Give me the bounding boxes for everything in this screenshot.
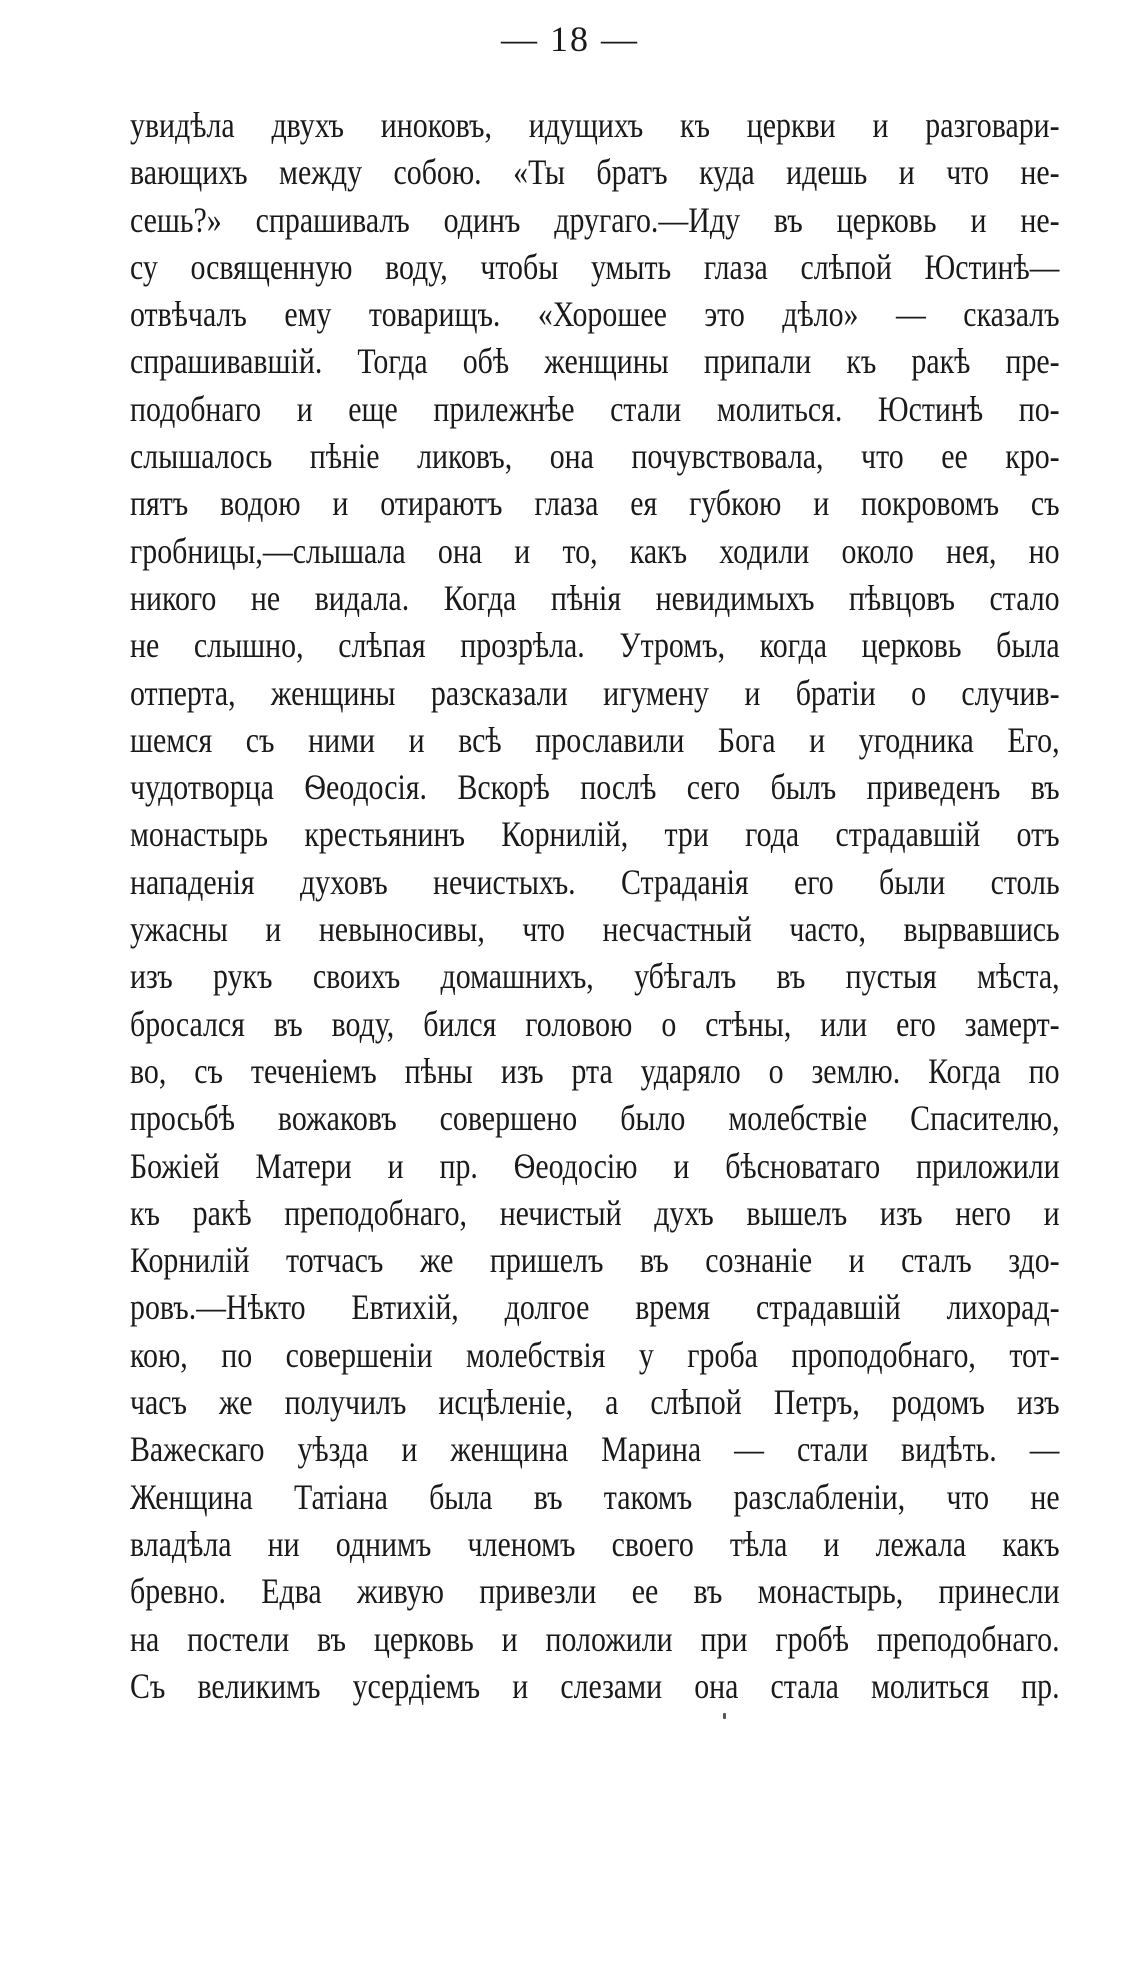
text-line: отперта, женщины разсказали игумену и братіи о случив- — [130, 672, 1060, 713]
text-line: гробницы,—слышала она и то, какъ ходили около нея, но — [130, 530, 1060, 571]
text-line: никого не видала. Когда пѣнія невидимыхъ пѣвцовъ стало — [130, 577, 1060, 618]
text-line: Важескаго уѣзда и женщина Марина — стали видѣть. — — [130, 1429, 1060, 1470]
text-line: не слышно, слѣпая прозрѣла. Утромъ, когда церковь была — [130, 625, 1060, 666]
text-line: бросался въ воду, бился головою о стѣны, или его замерт- — [130, 1003, 1060, 1044]
page-number: — 18 — — [501, 19, 639, 59]
body-text — [130, 102, 1060, 1710]
text-line: ровъ.—Нѣкто Евтихій, долгое время страдавшій лихорад- — [130, 1287, 1060, 1328]
text-line: Съ великимъ усердіемъ и слезами она стала молиться пр. — [130, 1665, 1060, 1706]
text-line: часъ же получилъ исцѣленіе, а слѣпой Петръ, родомъ изъ — [130, 1382, 1060, 1423]
text-line: отвѣчалъ ему товарищъ. «Хорошее это дѣло» — сказалъ — [130, 294, 1060, 335]
text-line: кою, по совершеніи молебствія у гроба проподобнаго, тот- — [130, 1334, 1060, 1375]
text-line: Корнилій тотчасъ же пришелъ въ сознаніе и сталъ здо- — [130, 1240, 1060, 1281]
text-line: къ ракѣ преподобнаго, нечистый духъ вышелъ изъ него и — [130, 1192, 1060, 1233]
text-line: изъ рукъ своихъ домашнихъ, убѣгалъ въ пустыя мѣста, — [130, 956, 1060, 997]
text-line: вающихъ между собою. «Ты братъ куда идешь и что не- — [130, 152, 1060, 193]
ink-speck — [723, 1713, 726, 1719]
text-line: шемся съ ними и всѣ прославили Бога и угодника Его, — [130, 719, 1060, 760]
text-line: монастырь крестьянинъ Корнилій, три года страдавшій отъ — [130, 814, 1060, 855]
text-line: чудотворца Ѳеодосія. Вскорѣ послѣ сего былъ приведенъ въ — [130, 767, 1060, 808]
text-line: сешь?» спрашивалъ одинъ другаго.—Иду въ церковь и не- — [130, 199, 1060, 240]
text-line: владѣла ни однимъ членомъ своего тѣла и лежала какъ — [130, 1523, 1060, 1564]
text-line: бревно. Едва живую привезли ее въ монастырь, принесли — [130, 1571, 1060, 1612]
text-line: ужасны и невыносивы, что несчастный часто, вырвавшись — [130, 909, 1060, 950]
text-line: во, съ теченіемъ пѣны изъ рта ударяло о землю. Когда по — [130, 1050, 1060, 1091]
text-line: Божіей Матери и пр. Ѳеодосію и бѣсноватаго приложили — [130, 1145, 1060, 1186]
text-line: слышалось пѣніе ликовъ, она почувствовала, что ее кро- — [130, 436, 1060, 477]
text-line: увидѣла двухъ иноковъ, идущихъ къ церкви и разговари- — [130, 105, 1060, 145]
text-line: Женщина Татіана была въ такомъ разслабленіи, что не — [130, 1476, 1060, 1517]
text-line: су освященную воду, чтобы умыть глаза слѣпой Юстинѣ— — [130, 246, 1060, 287]
text-line: на постели въ церковь и положили при гробѣ преподобнаго. — [130, 1618, 1060, 1659]
text-line: просьбѣ вожаковъ совершено было молебствіе Спасителю, — [130, 1098, 1060, 1139]
text-line: пятъ водою и отираютъ глаза ея губкою и покровомъ съ — [130, 483, 1060, 524]
text-line: спрашивавшій. Тогда обѣ женщины припали къ ракѣ пре- — [130, 341, 1060, 382]
text-line: подобнаго и еще прилежнѣе стали молиться. Юстинѣ по- — [130, 388, 1060, 429]
text-line: нападенія духовъ нечистыхъ. Страданія его были столь — [130, 861, 1060, 902]
